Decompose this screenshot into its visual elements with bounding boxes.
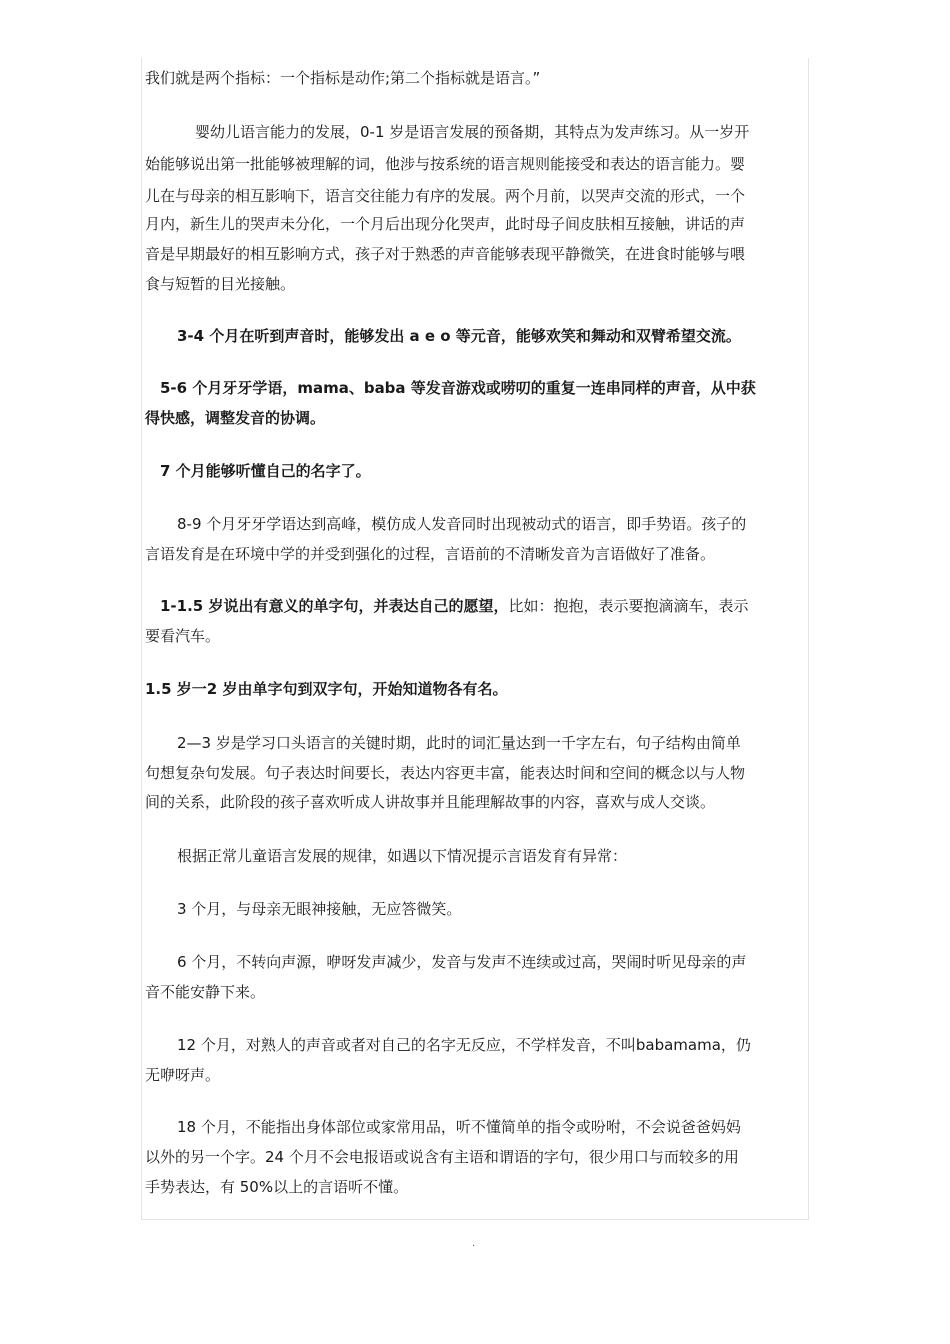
- text-line: 2—3 岁是学习口头语言的关键时期，此时的词汇量达到一千字左右，句子结构由简单: [177, 734, 741, 752]
- text-line: [145, 590, 830, 622]
- text-line: 5-6 个月牙牙学语，mama、baba 等发音游戏或唠叨的重复一连串同样的声音，从中获: [160, 379, 756, 397]
- text-line: 要看汽车。: [145, 627, 221, 645]
- text-line: 得快感，调整发音的协调。: [145, 409, 326, 427]
- text-line: 食与短暂的目光接触。: [145, 275, 296, 293]
- text-line: 儿在与母亲的相互影响下，语言交往能力有序的发展。两个月前，以哭声交流的形式，一个: [145, 187, 746, 205]
- text-line: 手势表达，有 50%以上的言语听不懂。: [145, 1178, 409, 1196]
- text-line: 3-4 个月在听到声音时，能够发出 a e o 等元音，能够欢笑和舞动和双臂希望交流。: [177, 327, 741, 345]
- text-line: 我们就是两个指标：一个指标是动作;第二个指标就是语言。”: [145, 69, 541, 87]
- text-line: 句想复杂句发展。句子表达时间要长，表达内容更丰富，能表达时间和空间的概念以与人物: [145, 764, 746, 782]
- text-line: 7 个月能够听懂自己的名字了。: [160, 462, 371, 480]
- text-line: 以外的另一个字。24 个月不会电报语或说含有主语和谓语的字句，很少用口与而较多的用: [145, 1148, 739, 1166]
- text-line: 1.5 岁一2 岁由单字句到双字句，开始知道物各有名。: [145, 680, 508, 698]
- text-line: 8-9 个月牙牙学语达到高峰，模仿成人发音同时出现被动式的语言，即手势语。孩子的: [177, 515, 747, 533]
- text-line: 月内，新生儿的哭声未分化，一个月后出现分化哭声，此时母子间皮肤相互接触，讲话的声: [145, 215, 746, 233]
- text-line-normal-part: 比如：抱抱，表示要抱滴滴车，表示: [508, 597, 749, 615]
- text-line: 婴幼儿语言能力的发展，0-1 岁是语言发展的预备期，其特点为发声练习。从一岁开: [195, 123, 750, 141]
- text-line: 音是早期最好的相互影响方式，孩子对于熟悉的声音能够表现平静微笑，在进食时能够与喂: [145, 245, 746, 263]
- text-line: 言语发育是在环境中学的并受到强化的过程，言语前的不清晰发音为言语做好了准备。: [145, 545, 716, 563]
- text-line: 音不能安静下来。: [145, 983, 266, 1001]
- text-line: 间的关系，此阶段的孩子喜欢听成人讲故事并且能理解故事的内容，喜欢与成人交谈。: [145, 793, 716, 811]
- text-line: 3 个月，与母亲无眼神接触，无应答微笑。: [177, 900, 462, 918]
- text-line: 18 个月，不能指出身体部位或家常用品，听不懂简单的指令或吩咐，不会说爸爸妈妈: [177, 1118, 741, 1136]
- text-line: 6 个月，不转向声源，咿呀发声减少，发音与发声不连续或过高，哭闹时听见母亲的声: [177, 953, 747, 971]
- text-line: 始能够说出第一批能够被理解的词，他涉与按系统的语言规则能接受和表达的语言能力。婴: [145, 155, 746, 173]
- text-line: 无咿呀声。: [145, 1066, 221, 1084]
- text-line: 根据正常儿童语言发展的规律，如遇以下情况提示言语发育有异常：: [177, 847, 628, 865]
- page-marker: .: [472, 1238, 476, 1249]
- text-line-bold-part: 1-1.5 岁说出有意义的单字句，并表达自己的愿望，: [160, 597, 509, 615]
- text-line: 12 个月，对熟人的声音或者对自己的名字无反应，不学样发音，不叫babamama，仍: [177, 1036, 751, 1054]
